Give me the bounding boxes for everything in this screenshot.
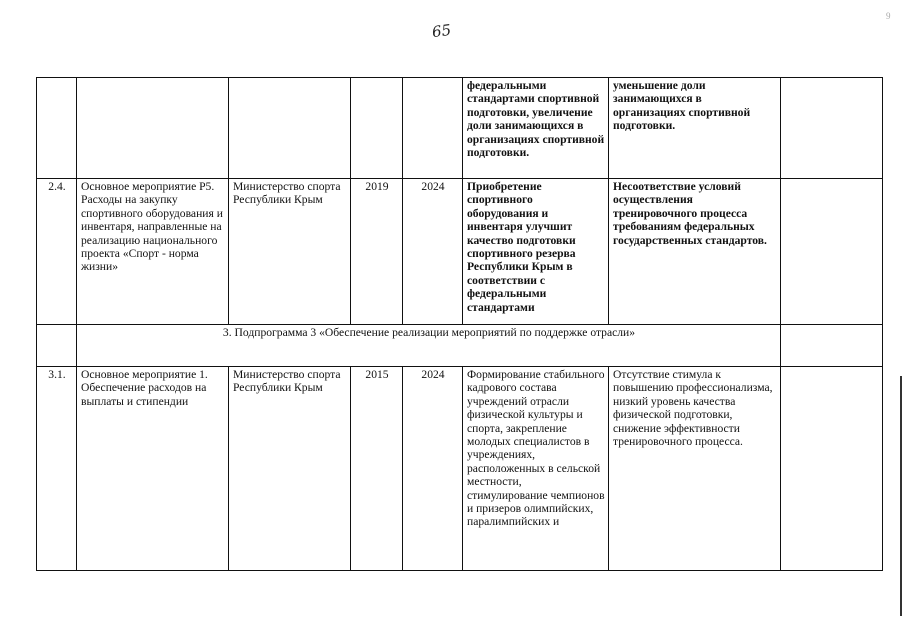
table-row	[37, 78, 883, 179]
cell-link	[781, 179, 883, 325]
table-row	[37, 367, 883, 571]
cell-link	[781, 78, 883, 179]
cell-measure-name: Основное мероприятие 1. Обеспечение расходов на выплаты и стипендии	[77, 367, 229, 571]
subprogram-title: 3. Подпрограмма 3 «Обеспечение реализации мероприятий по поддержке отрасли»	[77, 325, 781, 367]
table-row	[37, 179, 883, 325]
page-number: 65	[430, 20, 453, 42]
cell-consequences: Несоответствие условий осуществления тренировочного процесса требованиям федеральных государственных стандартов.	[609, 179, 781, 325]
subprogram-row	[37, 325, 883, 367]
cell-start-year: 2019	[351, 179, 403, 325]
cell-link	[781, 367, 883, 571]
scan-edge-line	[900, 376, 902, 616]
cell-consequences: Отсутствие стимула к повышению профессионализма, низкий уровень качества физической подготовки, снижение эффективности тренировочного процесса.	[609, 367, 781, 571]
cell-end-year: 2024	[403, 179, 463, 325]
cell-end-year	[403, 78, 463, 179]
measures-table	[36, 77, 883, 571]
cell-executor: Министерство спорта Республики Крым	[229, 179, 351, 325]
cell-start-year	[351, 78, 403, 179]
cell-number	[37, 325, 77, 367]
corner-mark: 9	[886, 11, 891, 21]
cell-executor	[229, 78, 351, 179]
cell-measure-name: Основное мероприятие Р5. Расходы на закупку спортивного оборудования и инвентаря, направленные на реализацию национального проекта «Спорт - норма жизни»	[77, 179, 229, 325]
cell-start-year: 2015	[351, 367, 403, 571]
cell-number: 3.1.	[37, 367, 77, 571]
cell-measure-name	[77, 78, 229, 179]
cell-executor: Министерство спорта Республики Крым	[229, 367, 351, 571]
cell-end-year: 2024	[403, 367, 463, 571]
cell-consequences: уменьшение доли занимающихся в организациях спортивной подготовки.	[609, 78, 781, 179]
cell-expected-result: Приобретение спортивного оборудования и инвентаря улучшит качество подготовки спортивного резерва Республики Крым в соответствии с федеральными стандартами	[463, 179, 609, 325]
cell-number: 2.4.	[37, 179, 77, 325]
cell-expected-result: федеральными стандартами спортивной подготовки, увеличение доли занимающихся в организациях спортивной подготовки.	[463, 78, 609, 179]
cell-number	[37, 78, 77, 179]
cell-link	[781, 325, 883, 367]
cell-expected-result: Формирование стабильного кадрового состава учреждений отрасли физической культуры и спорта, закрепление молодых специалистов в учреждениях, расположенных в сельской местности, стимулирование чемпионов и призеров олимпийских, паралимпийских и	[463, 367, 609, 571]
